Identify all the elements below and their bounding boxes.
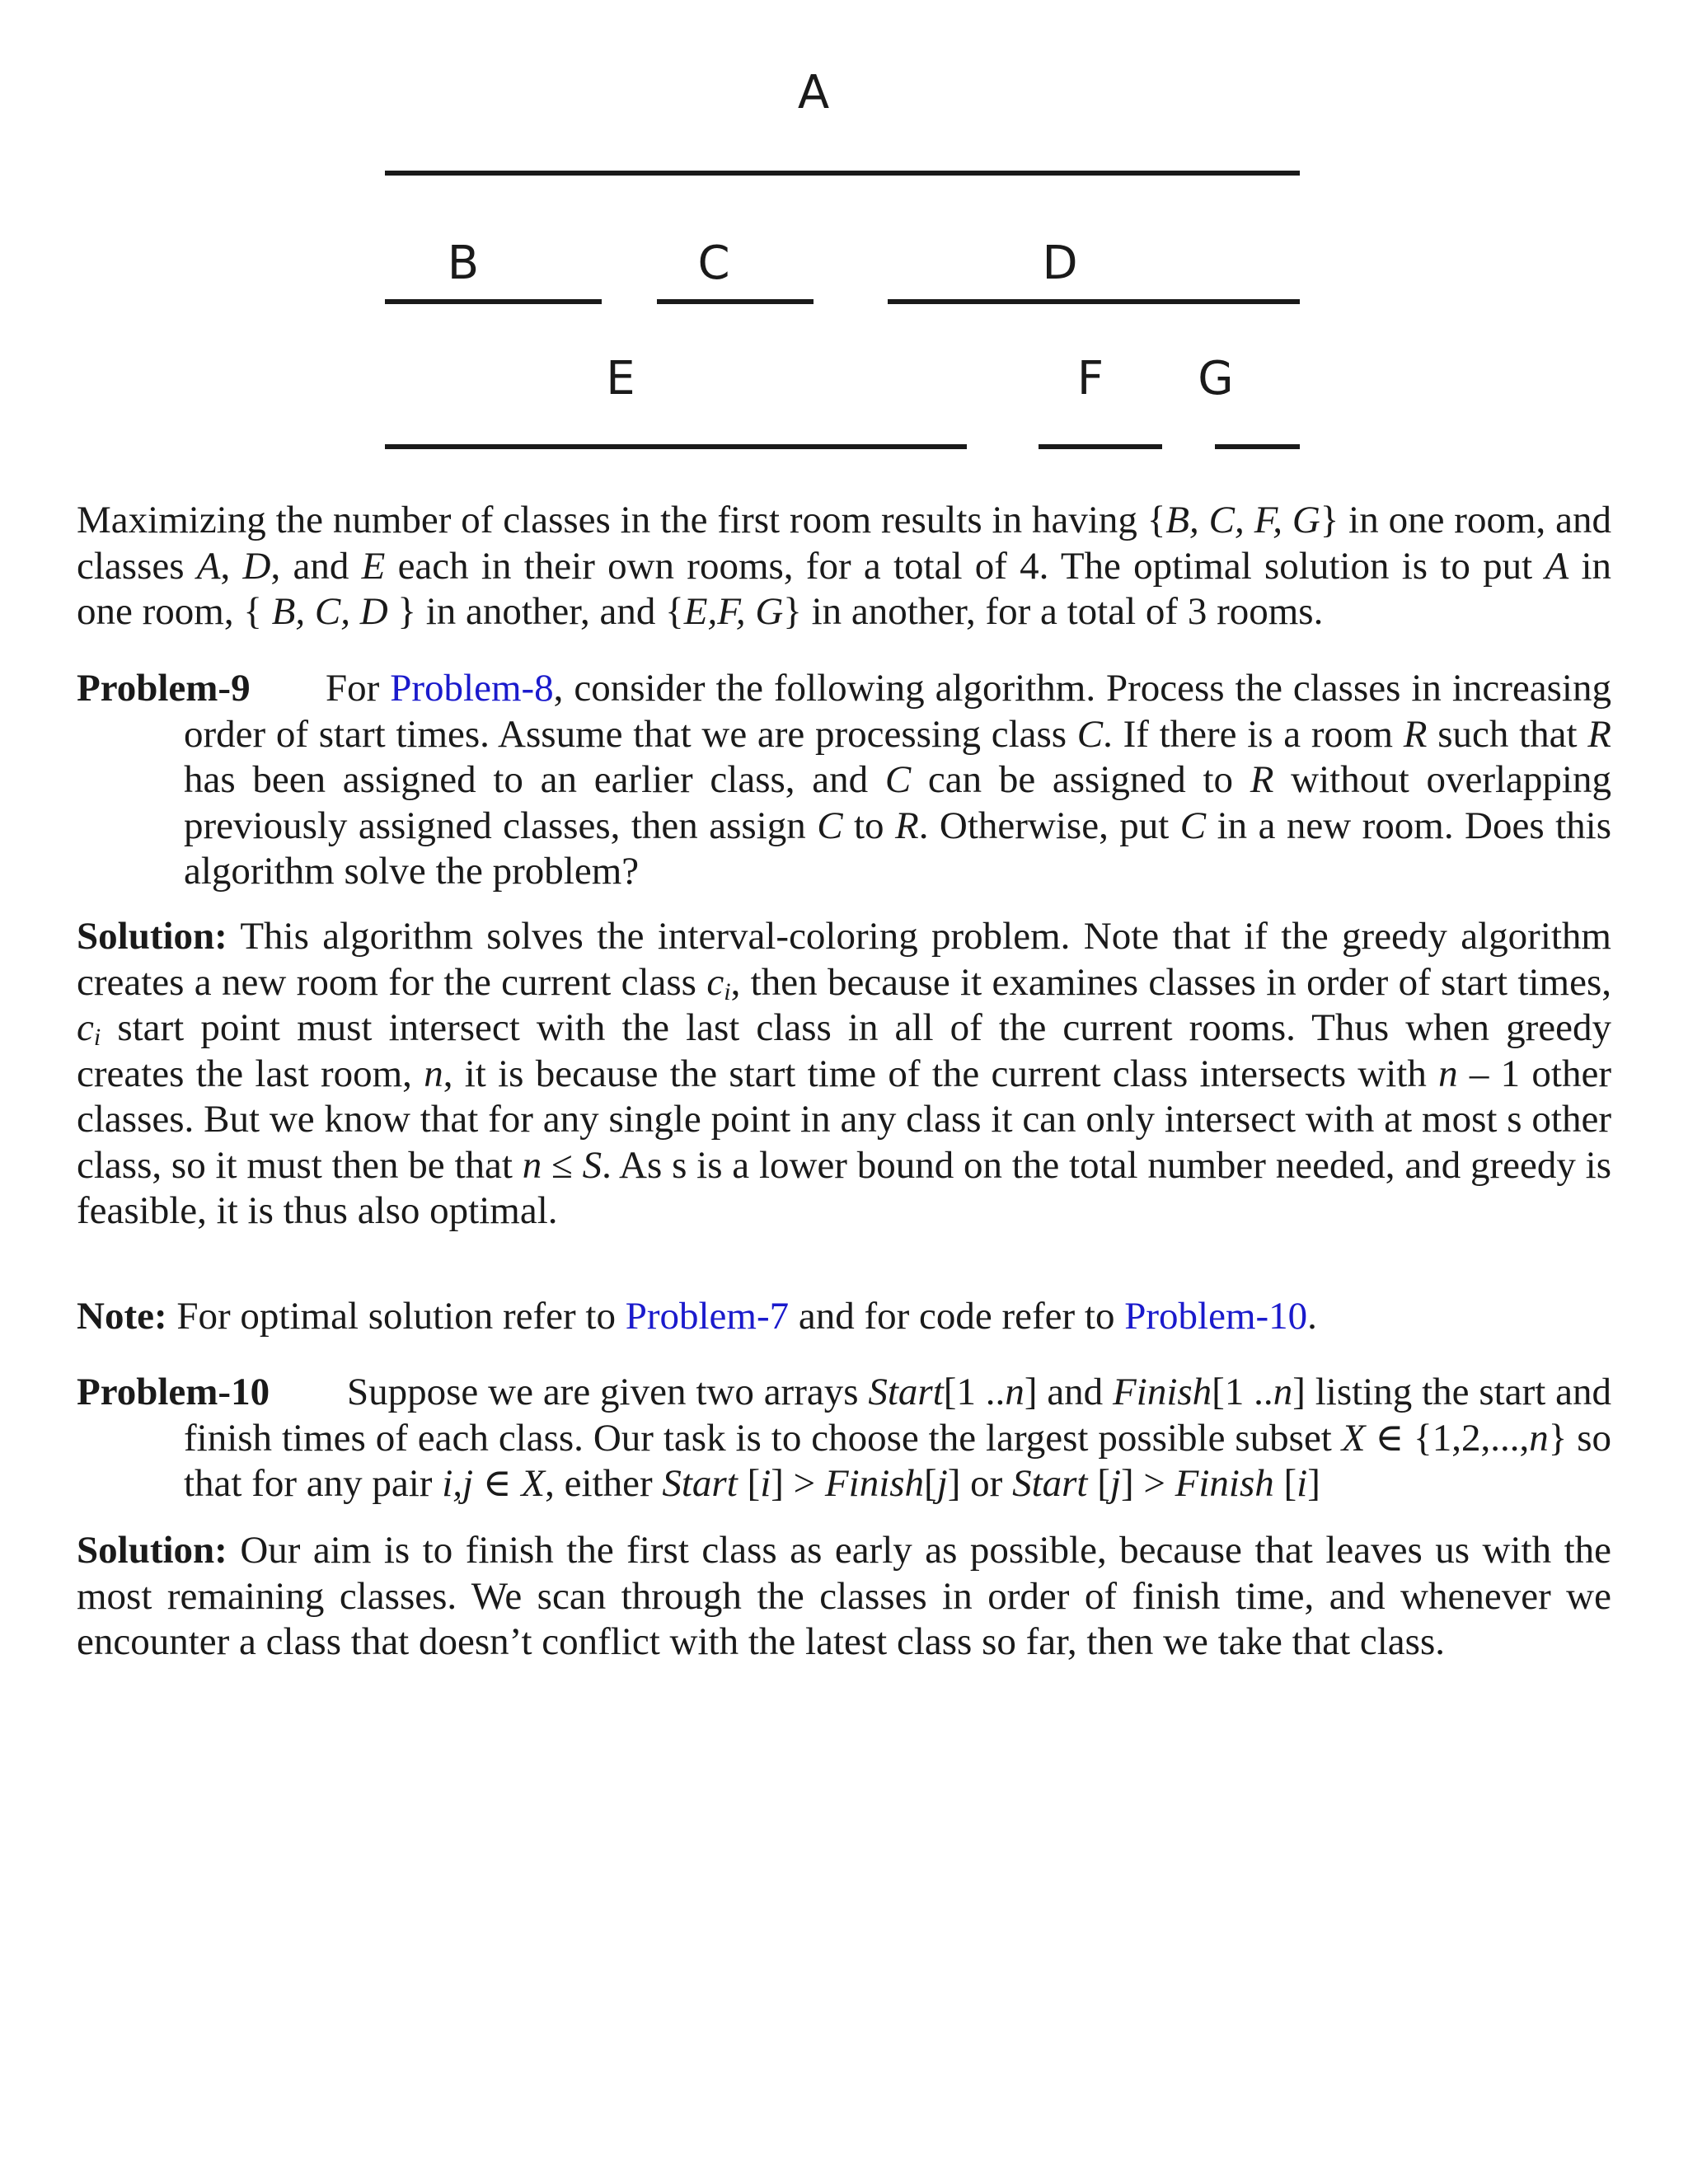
problem-10-link[interactable]: Problem-10 — [1124, 1295, 1308, 1338]
interval-b — [385, 299, 602, 304]
interval-g — [1215, 444, 1300, 449]
paragraph-greedy-result: Maximizing the number of classes in the first room results in having {B, C, F, G} in one room, and classes A, D, and E each in their own rooms, for a total of 4. The optimal solution is to put A in one room, { B, C, D } in another, and {E,F, G} in another, for a total of 3 rooms. — [77, 499, 1612, 633]
interval-diagram — [0, 0, 1688, 462]
label-e: E — [606, 352, 635, 405]
label-a: A — [797, 66, 830, 120]
problem-9-label: Problem-9 — [77, 667, 251, 710]
interval-e — [385, 444, 967, 449]
label-f: F — [1076, 352, 1104, 405]
solution-9: Solution: This algorithm solves the interval-coloring problem. Note that if the greedy algorithm creates a new room for the current class $c_i$, then because it examines classes in order of start times, $c_i$ start point must intersect with the last class in all of the current rooms. Thus when greedy creates the last room, n, it is because the start time of the current class intersects with n – 1 other classes. But we know that for any single point in any class it can only intersect with at most s other class, so it must then be that n ≤ S. As s is a lower bound on the total number needed, and greedy is feasible, it is thus also optimal. — [77, 915, 1612, 1232]
solution-10-label: Solution: — [77, 1529, 227, 1572]
solution-9-label: Solution: — [77, 915, 227, 958]
interval-d — [888, 299, 1300, 304]
interval-c — [657, 299, 814, 304]
problem-8-link[interactable]: Problem-8 — [390, 667, 554, 710]
label-b: B — [447, 237, 480, 290]
label-g: G — [1198, 352, 1234, 405]
note-label: Note: — [77, 1295, 167, 1338]
solution-10: Solution: Our aim is to finish the first class as early as possible, because that leaves us with the most remaining classes. We scan through the classes in order of finish time, and whenever we encounter a class that doesn’t conflict with the latest class so far, then we take that class. — [77, 1529, 1611, 1663]
interval-a — [385, 171, 1300, 176]
interval-f — [1039, 444, 1162, 449]
problem-9: Problem-9 For Problem-8, consider the following algorithm. Process the classes in increasing order of start times. Assume that we are processing class C. If there is a room R such that R has been assigned to an earlier class, and C can be assigned to R without overlapping previously assigned classes, then assign C to R. Otherwise, put C in a new room. Does this algorithm solve the problem? — [77, 667, 1611, 893]
problem-10-label: Problem-10 — [77, 1371, 270, 1413]
problem-7-link[interactable]: Problem-7 — [625, 1295, 790, 1338]
note: Note: For optimal solution refer to Problem-7 and for code refer to Problem-10. — [77, 1295, 1317, 1338]
label-c: C — [697, 237, 730, 290]
label-d: D — [1042, 237, 1078, 290]
problem-10: Problem-10 Suppose we are given two arrays Start[1 ..n] and Finish[1 ..n] listing the start and finish times of each class. Our task is to choose the largest possible subset X ∈ {1,2,...,n} so that for any pair i,j ∈ X, either Start [i] > Finish[j] or Start [j] > Finish [i] — [77, 1371, 1612, 1505]
